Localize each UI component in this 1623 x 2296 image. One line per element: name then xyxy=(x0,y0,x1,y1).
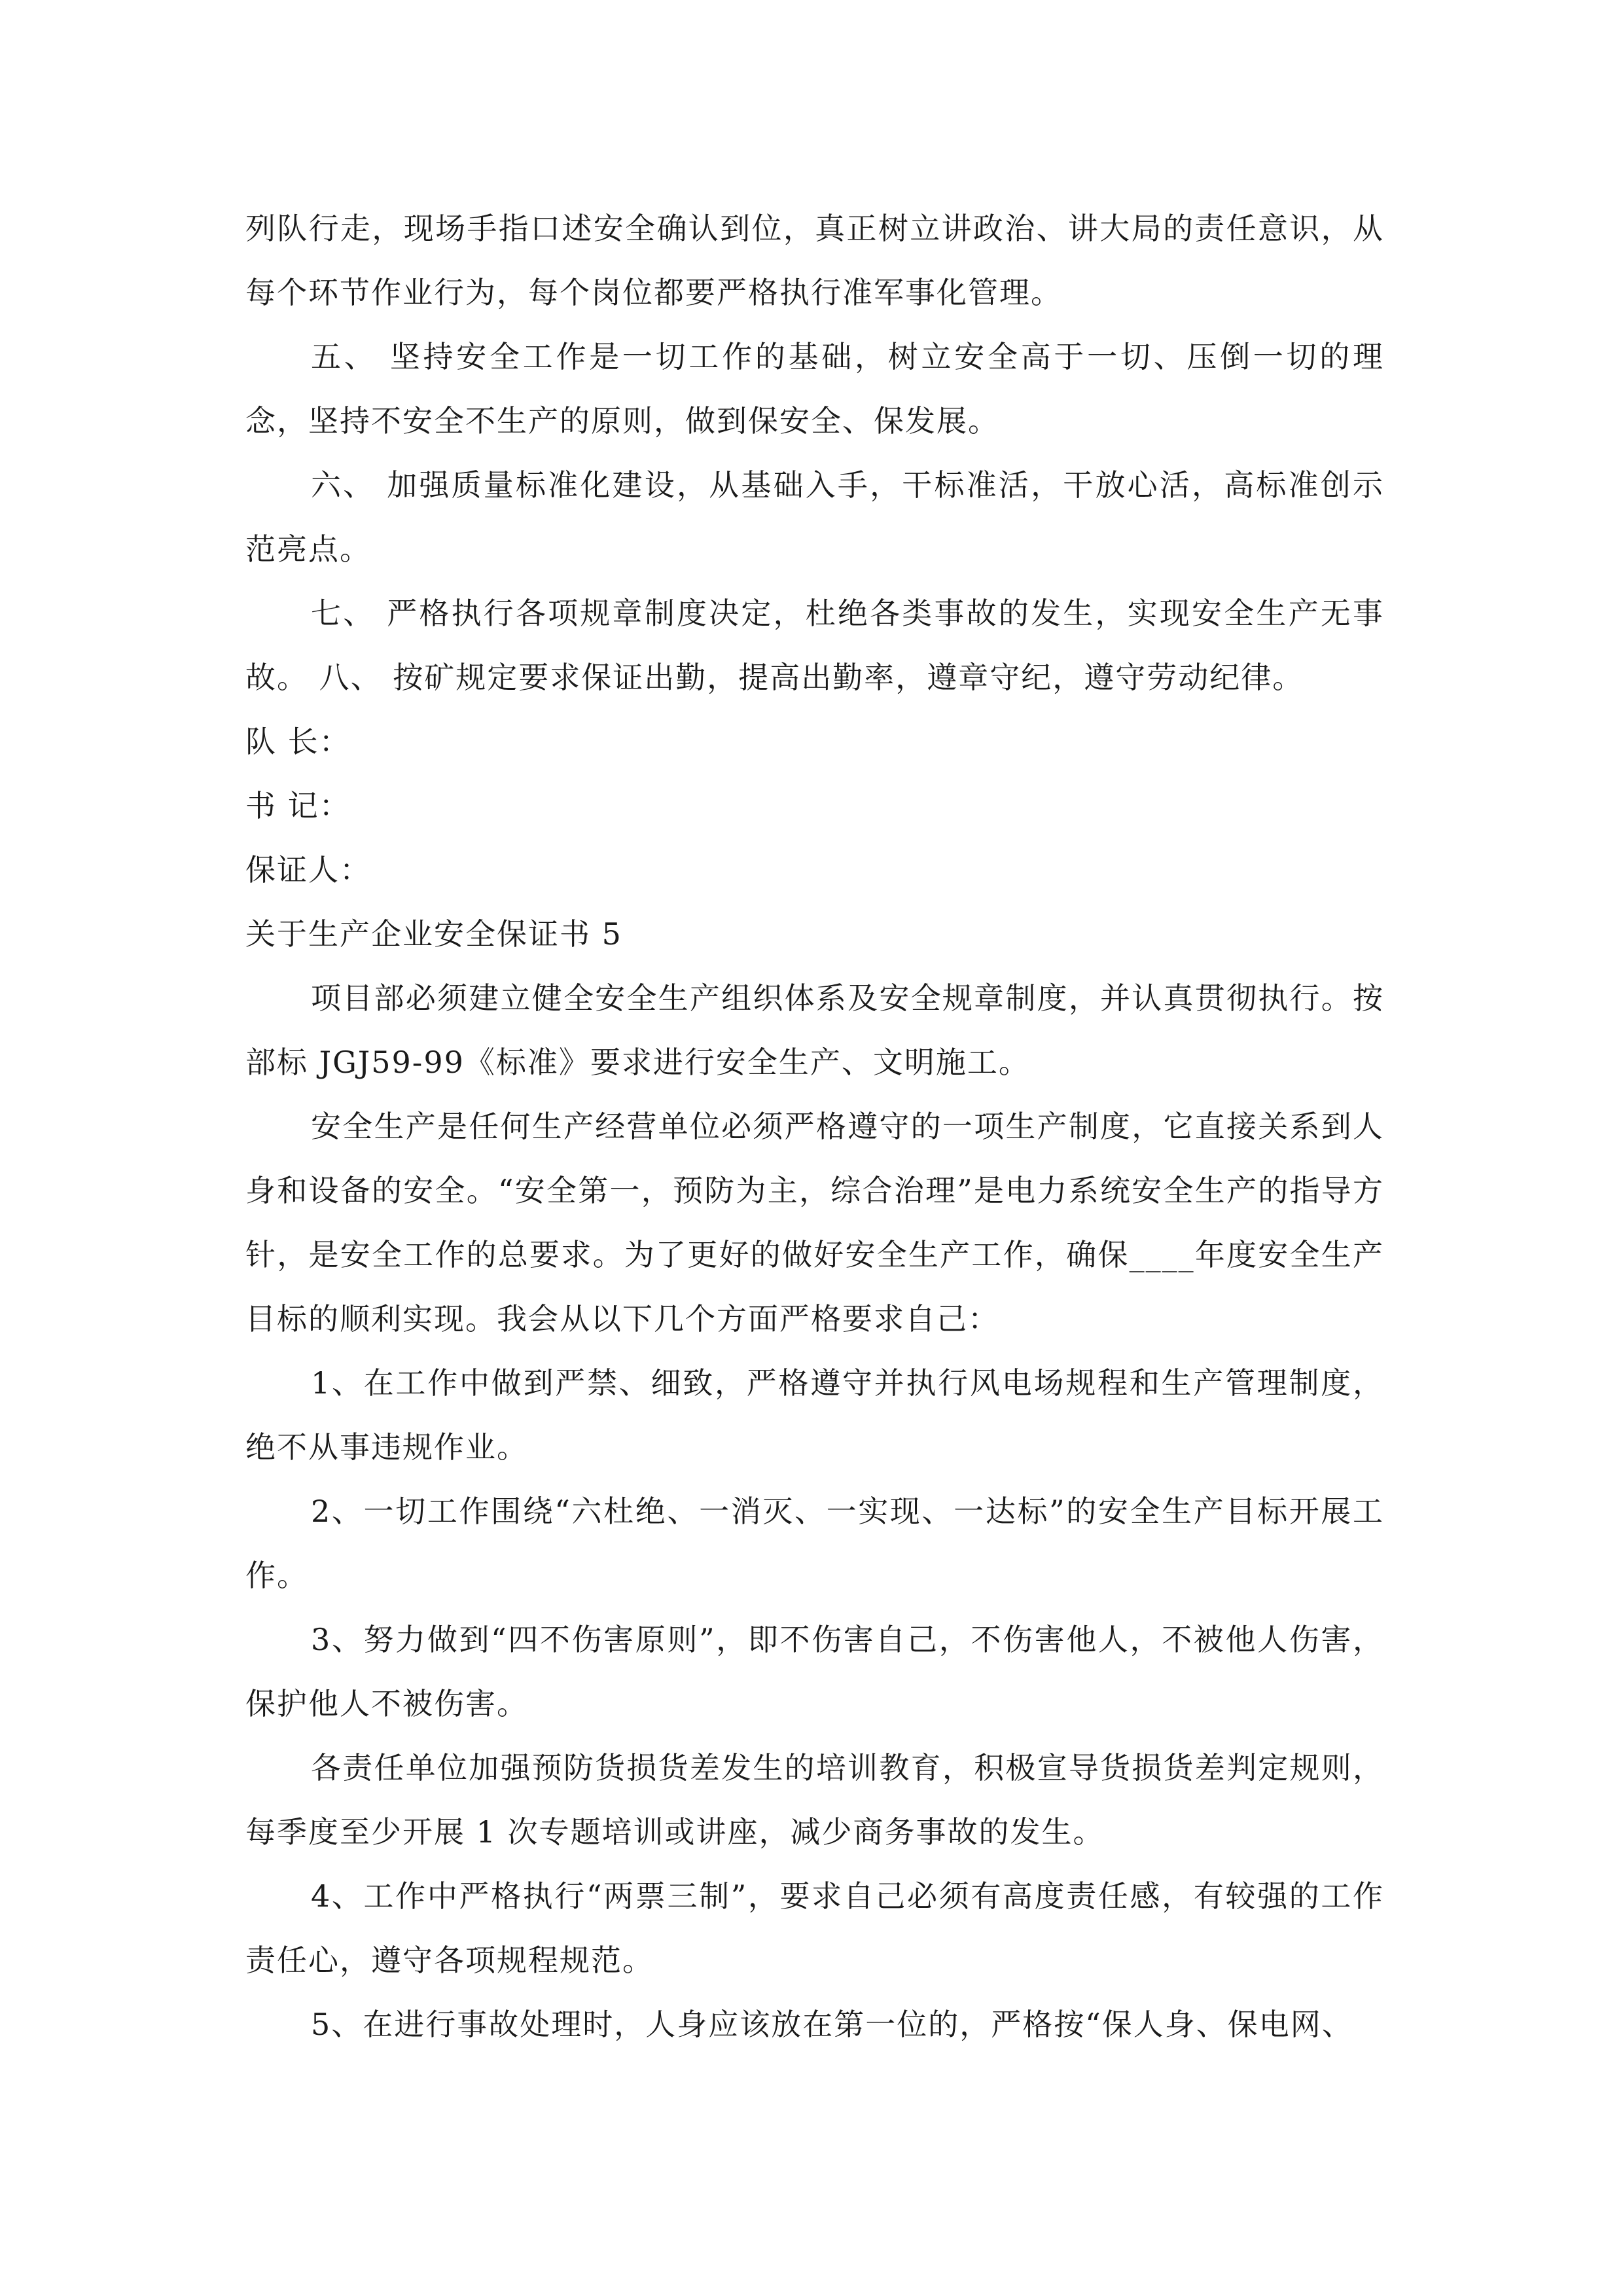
body-paragraph: 安全生产是任何生产经营单位必须严格遵守的一项生产制度，它直接关系到人身和设备的安全。“安全第一，预防为主，综合治理”是电力系统安全生产的指导方针，是安全工作的总要求。为了更好的做好安全生产工作，确保____年度安全生产目标的顺利实现。我会从以下几个方面严格要求自己： xyxy=(245,1109,1384,1336)
body-paragraph: 4、工作中严格执行“两票三制”，要求自己必须有高度责任感，有较强的工作责任心，遵守各项规程规范。 xyxy=(245,1878,1384,1978)
paragraph-continuation: 列队行走，现场手指口述安全确认到位，真正树立讲政治、讲大局的责任意识，从每个环节作业行为，每个岗位都要严格执行准军事化管理。 xyxy=(245,211,1384,310)
body-paragraph: 5、在进行事故处理时，人身应该放在第一位的，严格按“保人身、保电网、 xyxy=(311,2007,1353,2042)
body-paragraph: 1、在工作中做到严禁、细致，严格遵守并执行风电场规程和生产管理制度，绝不从事违规作业。 xyxy=(245,1365,1384,1465)
signature-captain: 队 长： xyxy=(245,724,351,759)
paragraph-item-5: 五、 坚持安全工作是一切工作的基础，树立安全高于一切、压倒一切的理念，坚持不安全不生产的原则，做到保安全、保发展。 xyxy=(245,339,1384,439)
section-title: 关于生产企业安全保证书 5 xyxy=(245,916,622,952)
body-paragraph: 项目部必须建立健全安全生产组织体系及安全规章制度，并认真贯彻执行。按部标 JGJ59-99《标准》要求进行安全生产、文明施工。 xyxy=(245,980,1384,1080)
body-paragraph: 2、一切工作围绕“六杜绝、一消灭、一实现、一达标”的安全生产目标开展工作。 xyxy=(245,1494,1384,1593)
paragraph-item-7-8: 七、 严格执行各项规章制度决定，杜绝各类事故的发生，实现安全生产无事故。 八、 按矿规定要求保证出勤，提高出勤率，遵章守纪，遵守劳动纪律。 xyxy=(245,596,1384,695)
signature-secretary: 书 记： xyxy=(245,788,351,823)
signature-guarantor: 保证人： xyxy=(245,852,371,888)
paragraph-item-6: 六、 加强质量标准化建设，从基础入手，干标准活，干放心活，高标准创示范亮点。 xyxy=(245,467,1384,567)
body-paragraph: 3、努力做到“四不伤害原则”，即不伤害自己，不伤害他人，不被他人伤害，保护他人不被伤害。 xyxy=(245,1622,1384,1721)
body-paragraph: 各责任单位加强预防货损货差发生的培训教育，积极宣导货损货差判定规则，每季度至少开展 1 次专题培训或讲座，减少商务事故的发生。 xyxy=(245,1750,1384,1850)
document-body xyxy=(245,196,1384,2056)
